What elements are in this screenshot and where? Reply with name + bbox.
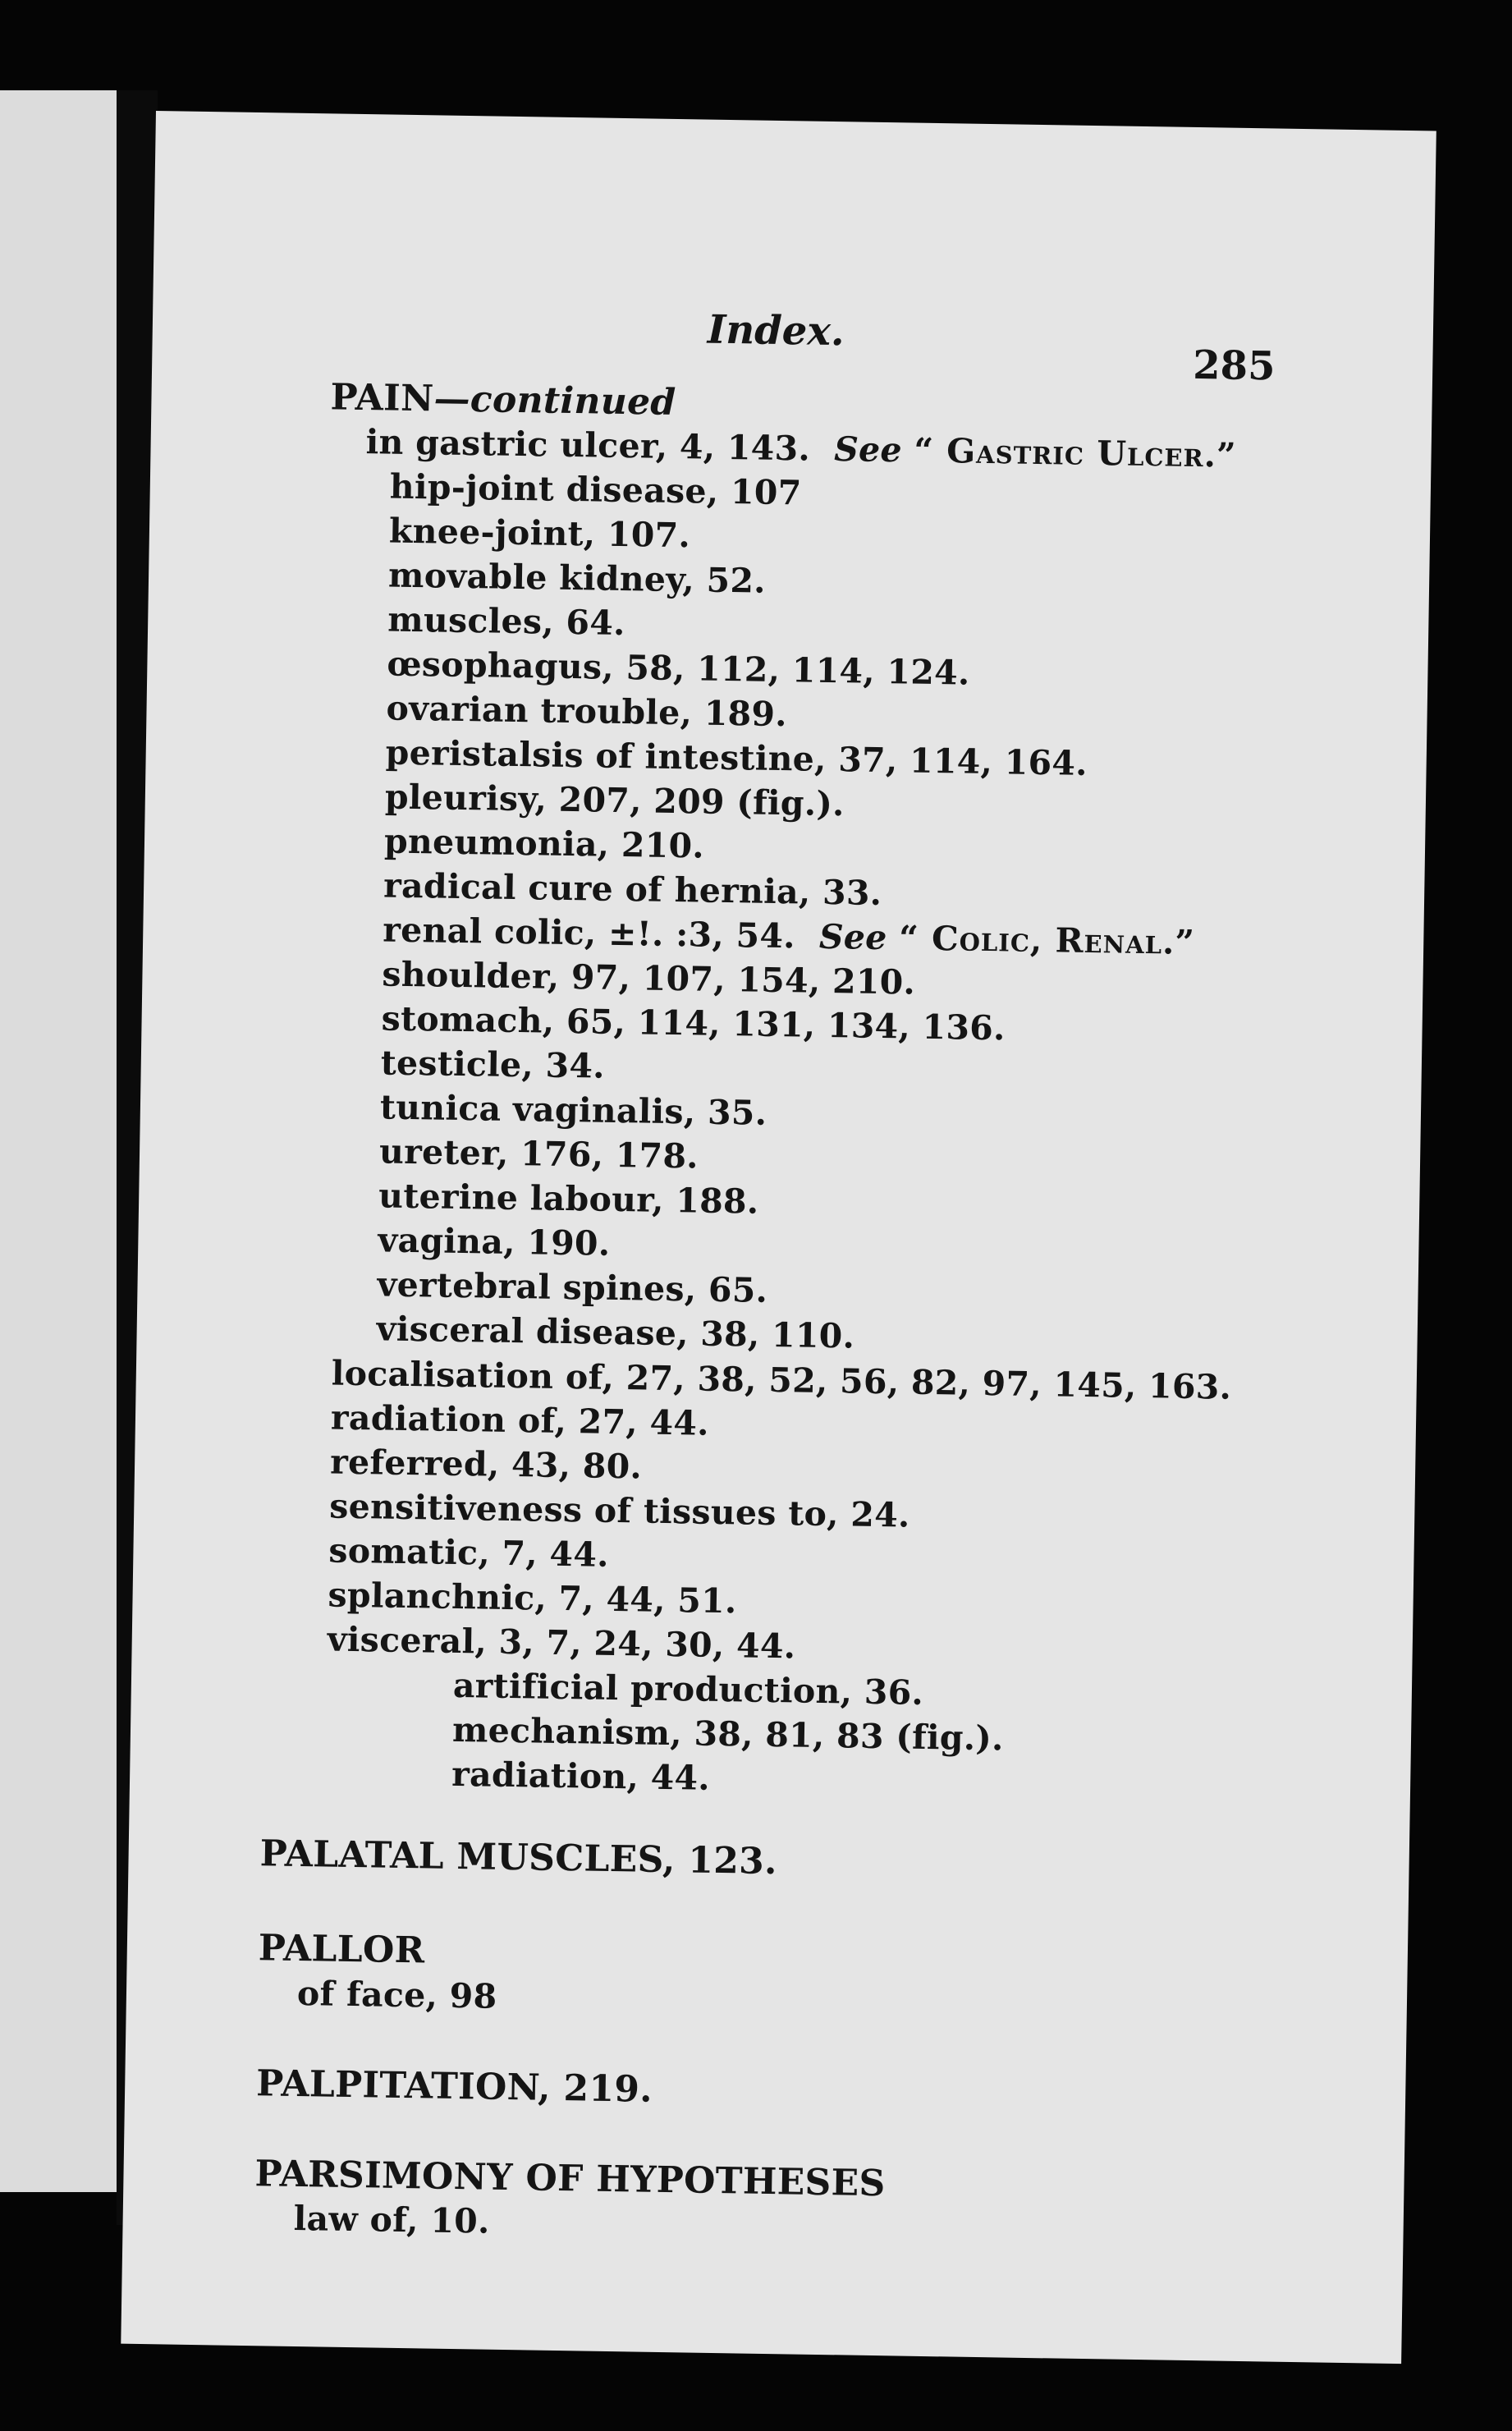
index-entry: stomach, 65, 114, 131, 134, 136. <box>381 998 1006 1048</box>
heading-text: PAIN <box>330 376 434 420</box>
index-entry: pneumonia, 210. <box>383 821 705 866</box>
book-page <box>121 111 1436 2364</box>
index-entry: movable kidney, 52. <box>387 555 767 601</box>
cross-reference: “ Colic, Renal.” <box>898 918 1196 963</box>
cross-reference: “ Gastric Ulcer.” <box>914 430 1237 475</box>
index-subentry: artificial production, 36. <box>452 1665 924 1713</box>
index-entry: vagina, 190. <box>378 1220 611 1264</box>
index-heading-palatal: PALATAL MUSCLES, 123. <box>259 1832 778 1883</box>
index-entry: visceral disease, 38, 110. <box>376 1309 855 1356</box>
index-entry: radical cure of hernia, 33. <box>383 865 882 914</box>
index-entry: ovarian trouble, 189. <box>386 688 788 735</box>
entry-text: renal colic, ±!. :3, 54. <box>382 910 796 956</box>
index-entry: vertebral spines, 65. <box>377 1264 768 1310</box>
page-number: 285 <box>1192 342 1276 390</box>
index-subentry: radiation, 44. <box>451 1754 711 1798</box>
index-entry: peristalsis of intestine, 37, 114, 164. <box>385 732 1088 783</box>
index-entry: sensitiveness of tissues to, 24. <box>328 1486 910 1535</box>
index-entry: pleurisy, 207, 209 (fig.). <box>384 777 845 824</box>
index-entry: splanchnic, 7, 44, 51. <box>328 1575 737 1621</box>
index-entry: radiation of, 27, 44. <box>330 1397 710 1443</box>
index-heading-pallor: PALLOR <box>258 1927 425 1972</box>
index-entry <box>383 910 1195 962</box>
index-entry: testicle, 34. <box>380 1043 606 1086</box>
facing-page-margin <box>0 90 117 2192</box>
continued-label: —continued <box>433 378 676 424</box>
index-subentry: of face, 98 <box>296 1973 497 2016</box>
index-entry: somatic, 7, 44. <box>328 1530 610 1575</box>
index-entry: muscles, 64. <box>387 599 626 644</box>
see-label: See <box>818 916 888 958</box>
index-entry: referred, 43, 80. <box>329 1442 643 1487</box>
index-entry: uterine labour, 188. <box>378 1176 759 1222</box>
entry-text: in gastric ulcer, 4, 143. <box>365 422 811 469</box>
index-subentry: mechanism, 38, 81, 83 (fig.). <box>451 1709 1005 1759</box>
index-heading-parsimony: PARSIMONY OF HYPOTHESES <box>254 2153 886 2205</box>
index-entry: localisation of, 27, 38, 52, 56, 82, 97, 145, 163. <box>331 1353 1232 1407</box>
index-heading-palpitation: PALPITATION, 219. <box>255 2062 653 2111</box>
index-entry: hip-joint disease, 107 <box>389 466 802 513</box>
index-entry: ureter, 176, 178. <box>378 1131 699 1177</box>
see-label: See <box>833 429 903 470</box>
index-heading-pain <box>330 376 676 424</box>
index-entry: shoulder, 97, 107, 154, 210. <box>382 954 916 1002</box>
index-entry: visceral, 3, 7, 24, 30, 44. <box>327 1619 796 1667</box>
index-entry: tunica vaginalis, 35. <box>379 1087 767 1133</box>
index-entry: œsophagus, 58, 112, 114, 124. <box>387 644 970 693</box>
index-subentry: law of, 10. <box>293 2198 491 2241</box>
running-head: Index. <box>707 306 845 355</box>
index-entry <box>365 422 1237 475</box>
index-entry: knee-joint, 107. <box>388 511 691 556</box>
